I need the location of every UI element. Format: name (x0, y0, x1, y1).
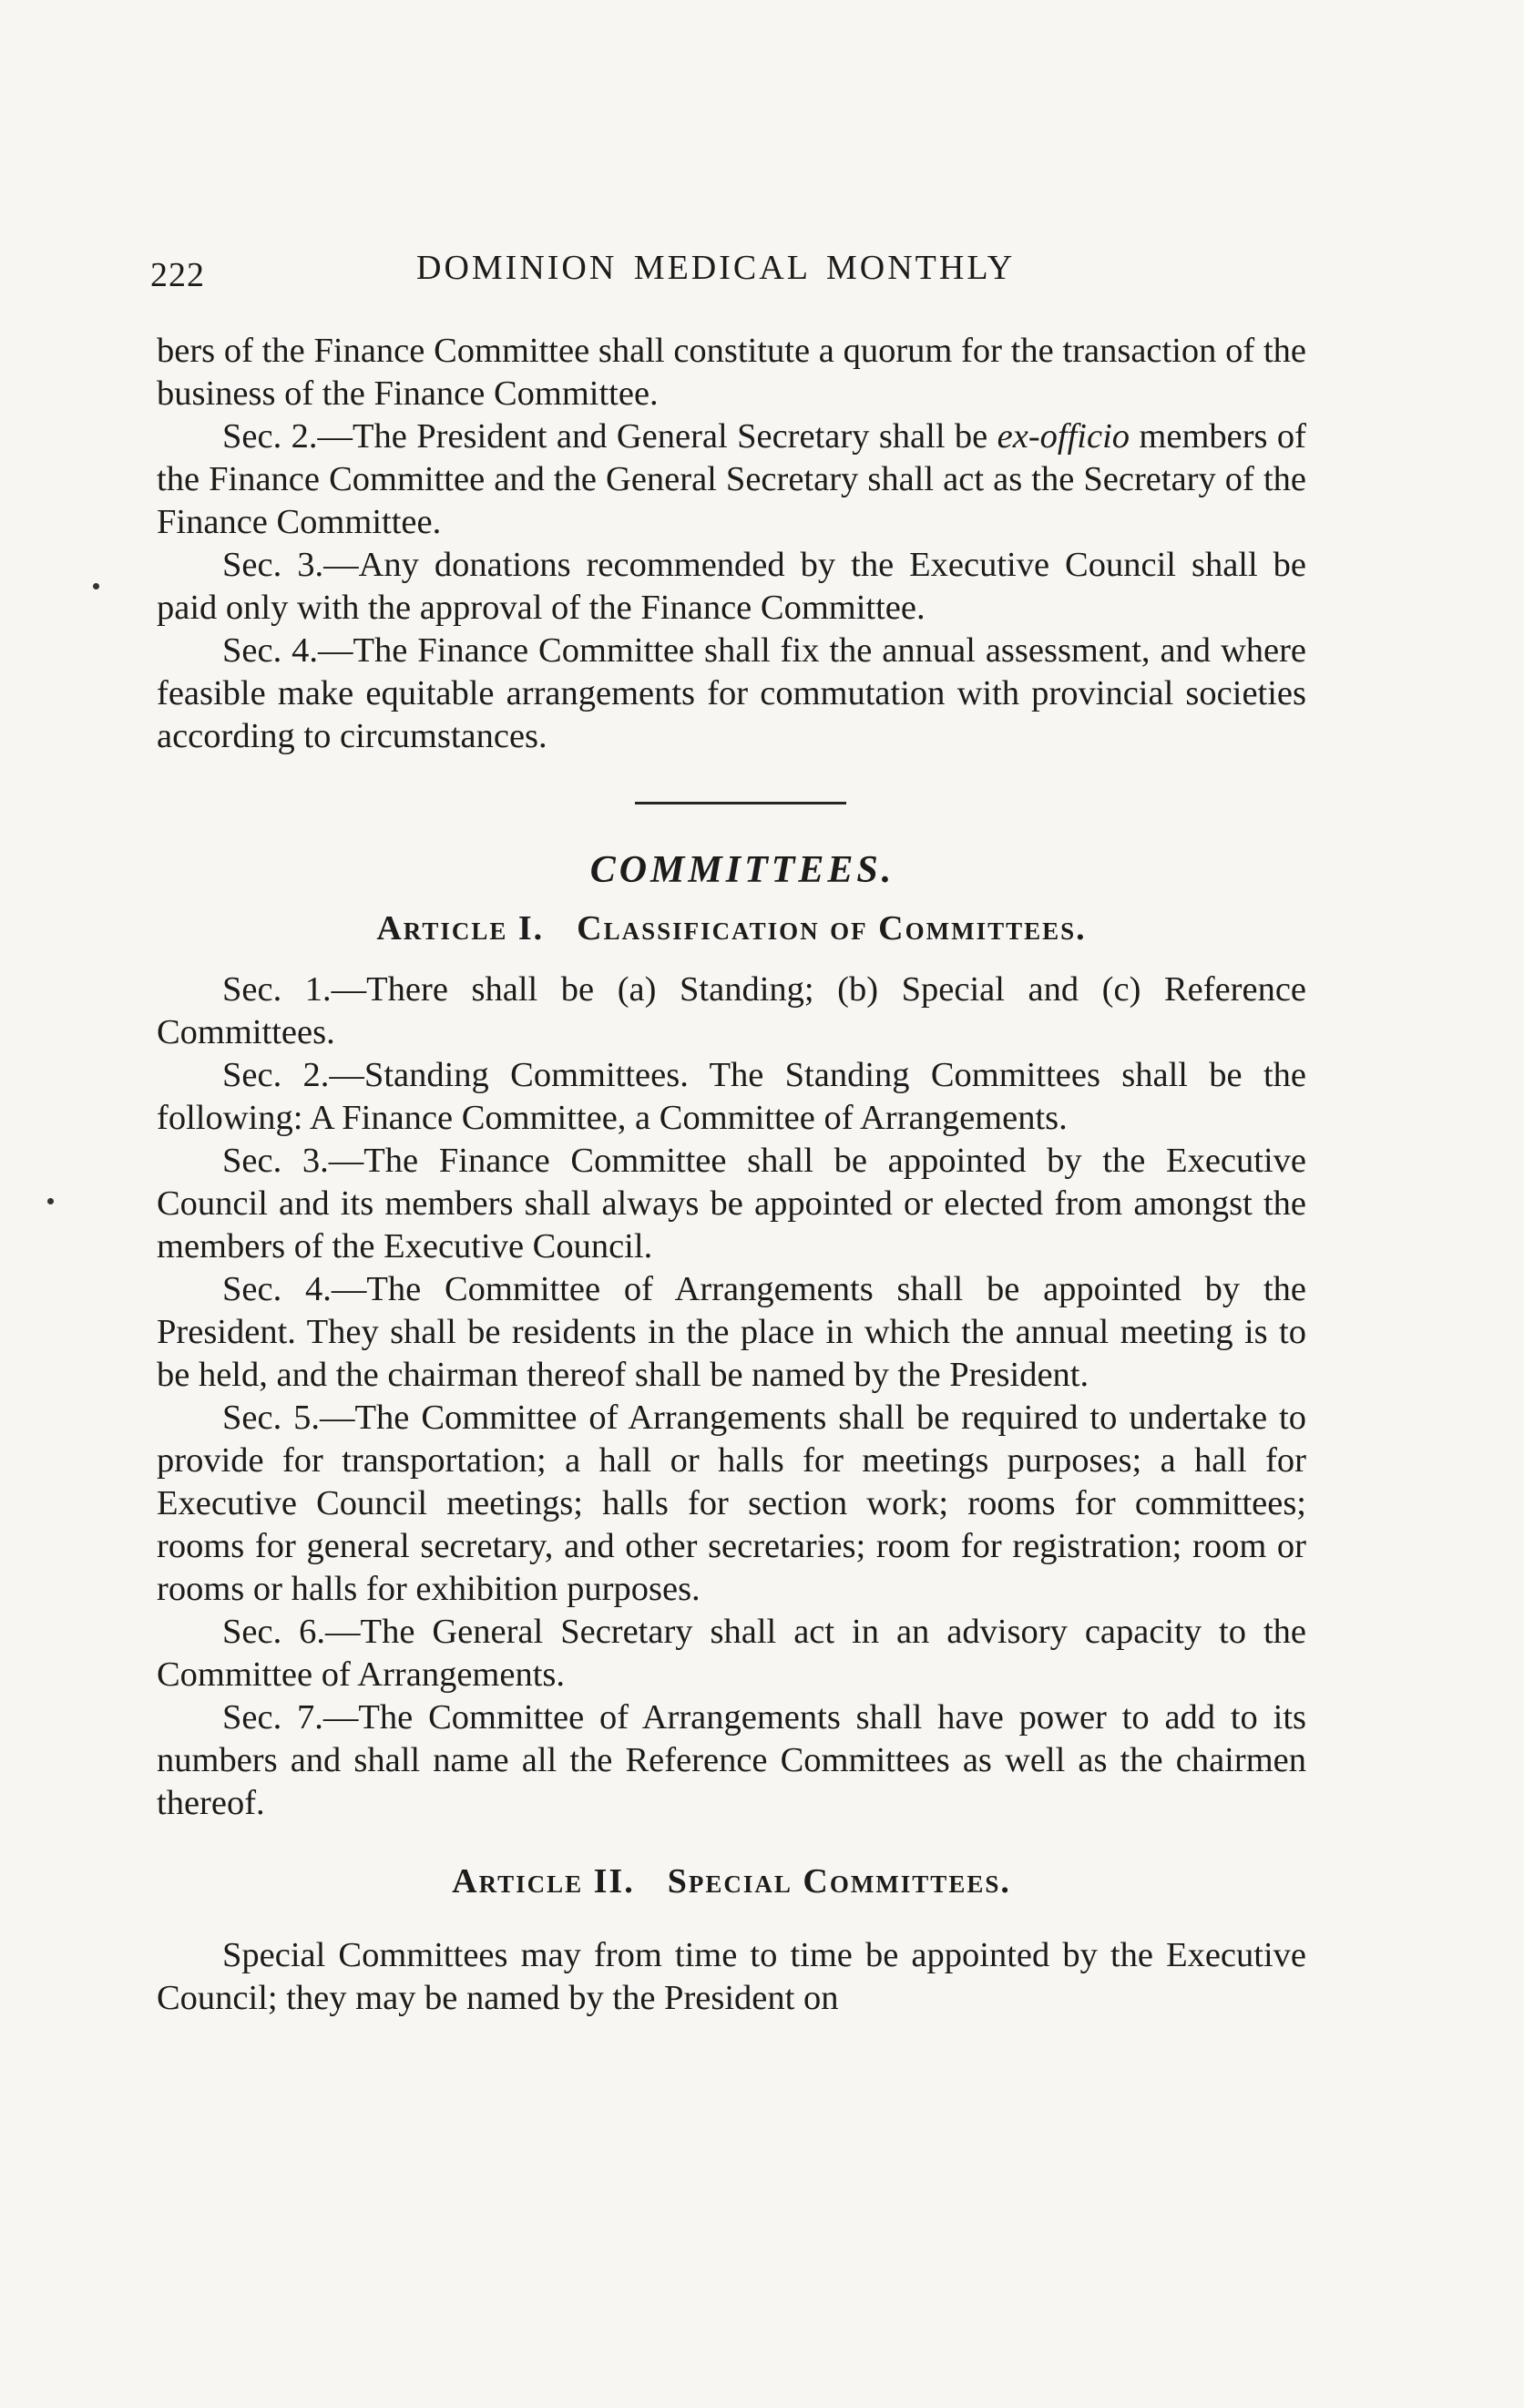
article-2-paragraph: Special Committees may from time to time be appointed by the Executive Council; they may be named by the President on (157, 1936, 1306, 2017)
article-1-sec-3-paragraph: Sec. 3.—The Finance Committee shall be appointed by the Executive Council and its members shall always be appointed or elected from amongst the members of the Executive Council. (157, 1142, 1306, 1265)
margin-speck (47, 1198, 54, 1204)
finance-sec-4-paragraph: Sec. 4.—The Finance Committee shall fix the annual assessment, and where feasible make equitable arrangements for commutation with provincial societies according to circumstances. (157, 631, 1306, 755)
page-number: 222 (150, 256, 205, 294)
article-1-sec-5-paragraph: Sec. 5.—The Committee of Arrangements shall be required to undertake to provide for transportation; a hall or halls for meetings purposes; a hall for Executive Council meetings; halls for section work; rooms for committees; rooms for general secretary, and other secretaries; room for registration; room or rooms or halls for exhibition purposes. (157, 1399, 1306, 1608)
article-2-heading (157, 1861, 1306, 1901)
article-1-sec-2-paragraph: Sec. 2.—Standing Committees. The Standing Committees shall be the following: A Finance Committee, a Committee of Arrangements. (157, 1056, 1306, 1137)
article-1-sec-7-paragraph: Sec. 7.—The Committee of Arrangements shall have power to add to its numbers and shall name all the Reference Committees as well as the chairmen thereof. (157, 1698, 1306, 1822)
article-2-title: Special Committees. (667, 1862, 1011, 1901)
article-1-heading (157, 908, 1306, 948)
finance-continuation-paragraph: bers of the Finance Committee shall constitute a quorum for the transaction of the business of the Finance Committee. (157, 332, 1306, 413)
finance-sec-2-rest: members of the Finance Committee and the General Secretary shall act as the Secretary of the Finance Committee. (157, 417, 1306, 541)
committees-heading: COMMITTEES. (589, 849, 895, 891)
running-head (150, 248, 1325, 302)
article-1-number: Article I. (376, 909, 545, 948)
article-2-number: Article II. (452, 1862, 635, 1901)
journal-title: DOMINION MEDICAL MONTHLY (416, 249, 1016, 287)
finance-sec-2-paragraph (157, 415, 1306, 544)
article-1-title: Classification of Committees. (577, 909, 1087, 948)
margin-speck (93, 583, 99, 589)
finance-sec-3-paragraph: Sec. 3.—Any donations recommended by the Executive Council shall be paid only with the approval of the Finance Committee. (157, 546, 1306, 627)
article-1-sec-4-paragraph: Sec. 4.—The Committee of Arrangements shall be appointed by the President. They shall be residents in the place in which the annual meeting is to be held, and the chairman thereof shall be named by the President. (157, 1270, 1306, 1394)
section-divider-rule (635, 802, 846, 804)
article-1-sec-1-paragraph: Sec. 1.—There shall be (a) Standing; (b) Special and (c) Reference Committees. (157, 970, 1306, 1051)
text-column (157, 330, 1306, 2020)
finance-sec-2-italic: ex-officio (997, 417, 1130, 456)
finance-sec-2-lead: Sec. 2.—The President and General Secretary shall be (222, 417, 997, 456)
article-1-sec-6-paragraph: Sec. 6.—The General Secretary shall act in an advisory capacity to the Committee of Arrangements. (157, 1613, 1306, 1694)
